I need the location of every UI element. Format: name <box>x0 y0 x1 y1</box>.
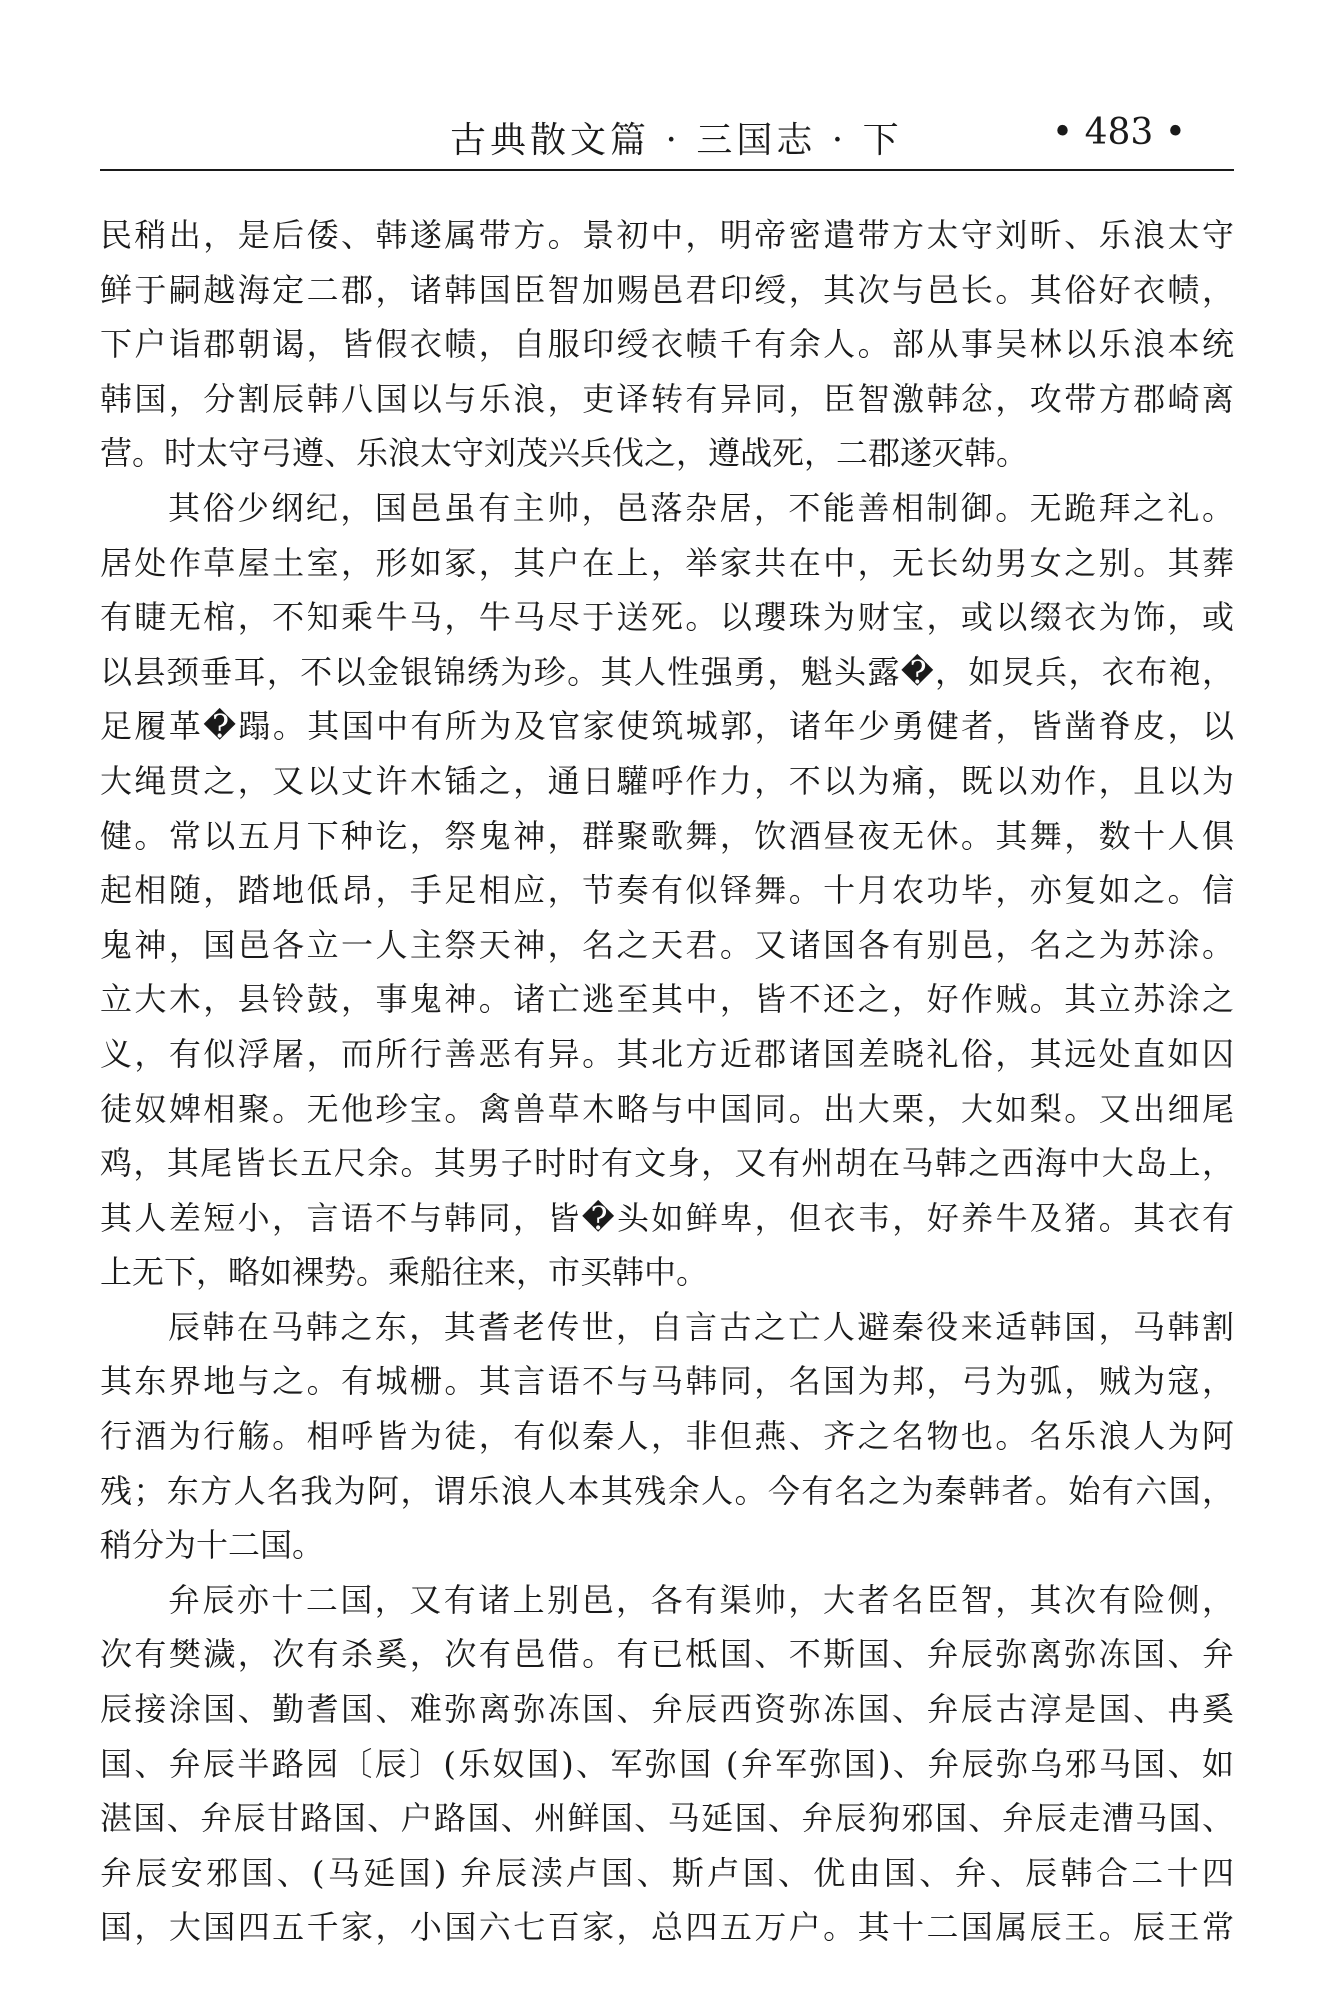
text-line: 稍分为十二国。 <box>100 1526 325 1565</box>
text-line: 辰韩在马韩之东，其耆老传世，自言古之亡人避秦役来适韩国，马韩割 <box>168 1307 1234 1346</box>
text-line: 弁辰亦十二国，又有诸上别邑，各有渠帅，大者名臣智，其次有险侧， <box>168 1580 1234 1619</box>
text-line: 立大木，县铃鼓，事鬼神。诸亡逃至其中，皆不还之，好作贼。其立苏涂之 <box>100 980 1234 1019</box>
text-line: 大绳贯之，又以丈许木锸之，通日驩呼作力，不以为痛，既以劝作，且以为 <box>100 761 1234 800</box>
text-line: 鬼神，国邑各立一人主祭天神，名之天君。又诸国各有别邑，名之为苏涂。 <box>100 925 1234 964</box>
text-line: 下户诣郡朝谒，皆假衣帻，自服印绶衣帻千有余人。部从事吴林以乐浪本统 <box>100 325 1234 364</box>
text-line: 残；东方人名我为阿，谓乐浪人本其残余人。今有名之为秦韩者。始有六国， <box>100 1471 1234 1510</box>
text-line: 义，有似浮屠，而所行善恶有异。其北方近郡诸国差晓礼俗，其远处直如囚 <box>100 1034 1234 1073</box>
text-line: 次有樊濊，次有杀奚，次有邑借。有已柢国、不斯国、弁辰弥离弥冻国、弁 <box>100 1635 1234 1674</box>
text-line: 鲜于嗣越海定二郡，诸韩国臣智加赐邑君印绶，其次与邑长。其俗好衣帻， <box>100 270 1234 309</box>
text-line: 其俗少纲纪，国邑虽有主帅，邑落杂居，不能善相制御。无跪拜之礼。 <box>168 488 1234 527</box>
text-line: 健。常以五月下种讫，祭鬼神，群聚歌舞，饮酒昼夜无休。其舞，数十人俱 <box>100 816 1234 855</box>
body-text <box>100 208 1234 1955</box>
text-line: 行酒为行觞。相呼皆为徒，有似秦人，非但燕、齐之名物也。名乐浪人为阿 <box>100 1417 1234 1456</box>
text-line: 居处作草屋土室，形如冢，其户在上，举家共在中，无长幼男女之别。其葬 <box>100 543 1234 582</box>
running-header-title: 古典散文篇 · 三国志 · 下 <box>450 120 903 161</box>
text-line: 国、弁辰半路园〔辰〕(乐奴国)、军弥国 (弁军弥国)、弁辰弥乌邪马国、如 <box>100 1744 1234 1783</box>
running-header <box>100 108 1234 168</box>
text-line: 弁辰安邪国、(马延国) 弁辰渎卢国、斯卢国、优由国、弁、辰韩合二十四 <box>100 1853 1234 1892</box>
text-line: 上无下，略如裸势。乘船往来，市买韩中。 <box>100 1253 709 1292</box>
text-line: 营。时太守弓遵、乐浪太守刘茂兴兵伐之，遵战死，二郡遂灭韩。 <box>100 434 1029 473</box>
text-line: 韩国，分割辰韩八国以与乐浪，吏译转有异同，臣智激韩忿，攻带方郡崎离 <box>100 379 1234 418</box>
text-line: 辰接涂国、勤耆国、难弥离弥冻国、弁辰西资弥冻国、弁辰古淳是国、冉奚 <box>100 1690 1234 1729</box>
page-number: • 483 • <box>1051 112 1186 153</box>
text-line: 鸡，其尾皆长五尺余。其男子时时有文身，又有州胡在马韩之西海中大岛上， <box>100 1144 1234 1183</box>
text-line: 国，大国四五千家，小国六七百家，总四五万户。其十二国属辰王。辰王常 <box>100 1908 1234 1947</box>
text-line: 其人差短小，言语不与韩同，皆�头如鲜卑，但衣韦，好养牛及猪。其衣有 <box>100 1198 1234 1237</box>
text-line: 有睫无棺，不知乘牛马，牛马尽于送死。以瓔珠为财宝，或以缀衣为饰，或 <box>100 598 1234 637</box>
text-line: 湛国、弁辰甘路国、户路国、州鲜国、马延国、弁辰狗邪国、弁辰走漕马国、 <box>100 1799 1234 1838</box>
text-line: 其东界地与之。有城栅。其言语不与马韩同，名国为邦，弓为弧，贼为寇， <box>100 1362 1234 1401</box>
text-line: 民稍出，是后倭、韩遂属带方。景初中，明帝密遣带方太守刘昕、乐浪太守 <box>100 216 1234 254</box>
text-line: 足履革�蹋。其国中有所为及官家使筑城郭，诸年少勇健者，皆凿脊皮，以 <box>100 707 1234 746</box>
text-line: 徒奴婢相聚。无他珍宝。禽兽草木略与中国同。出大栗，大如梨。又出细尾 <box>100 1089 1234 1128</box>
text-line: 以县颈垂耳，不以金银锦绣为珍。其人性强勇，魁头露�，如炅兵，衣布袍， <box>100 652 1234 691</box>
text-line: 起相随，踏地低昂，手足相应，节奏有似铎舞。十月农功毕，亦复如之。信 <box>100 871 1234 910</box>
header-rule <box>100 169 1234 171</box>
